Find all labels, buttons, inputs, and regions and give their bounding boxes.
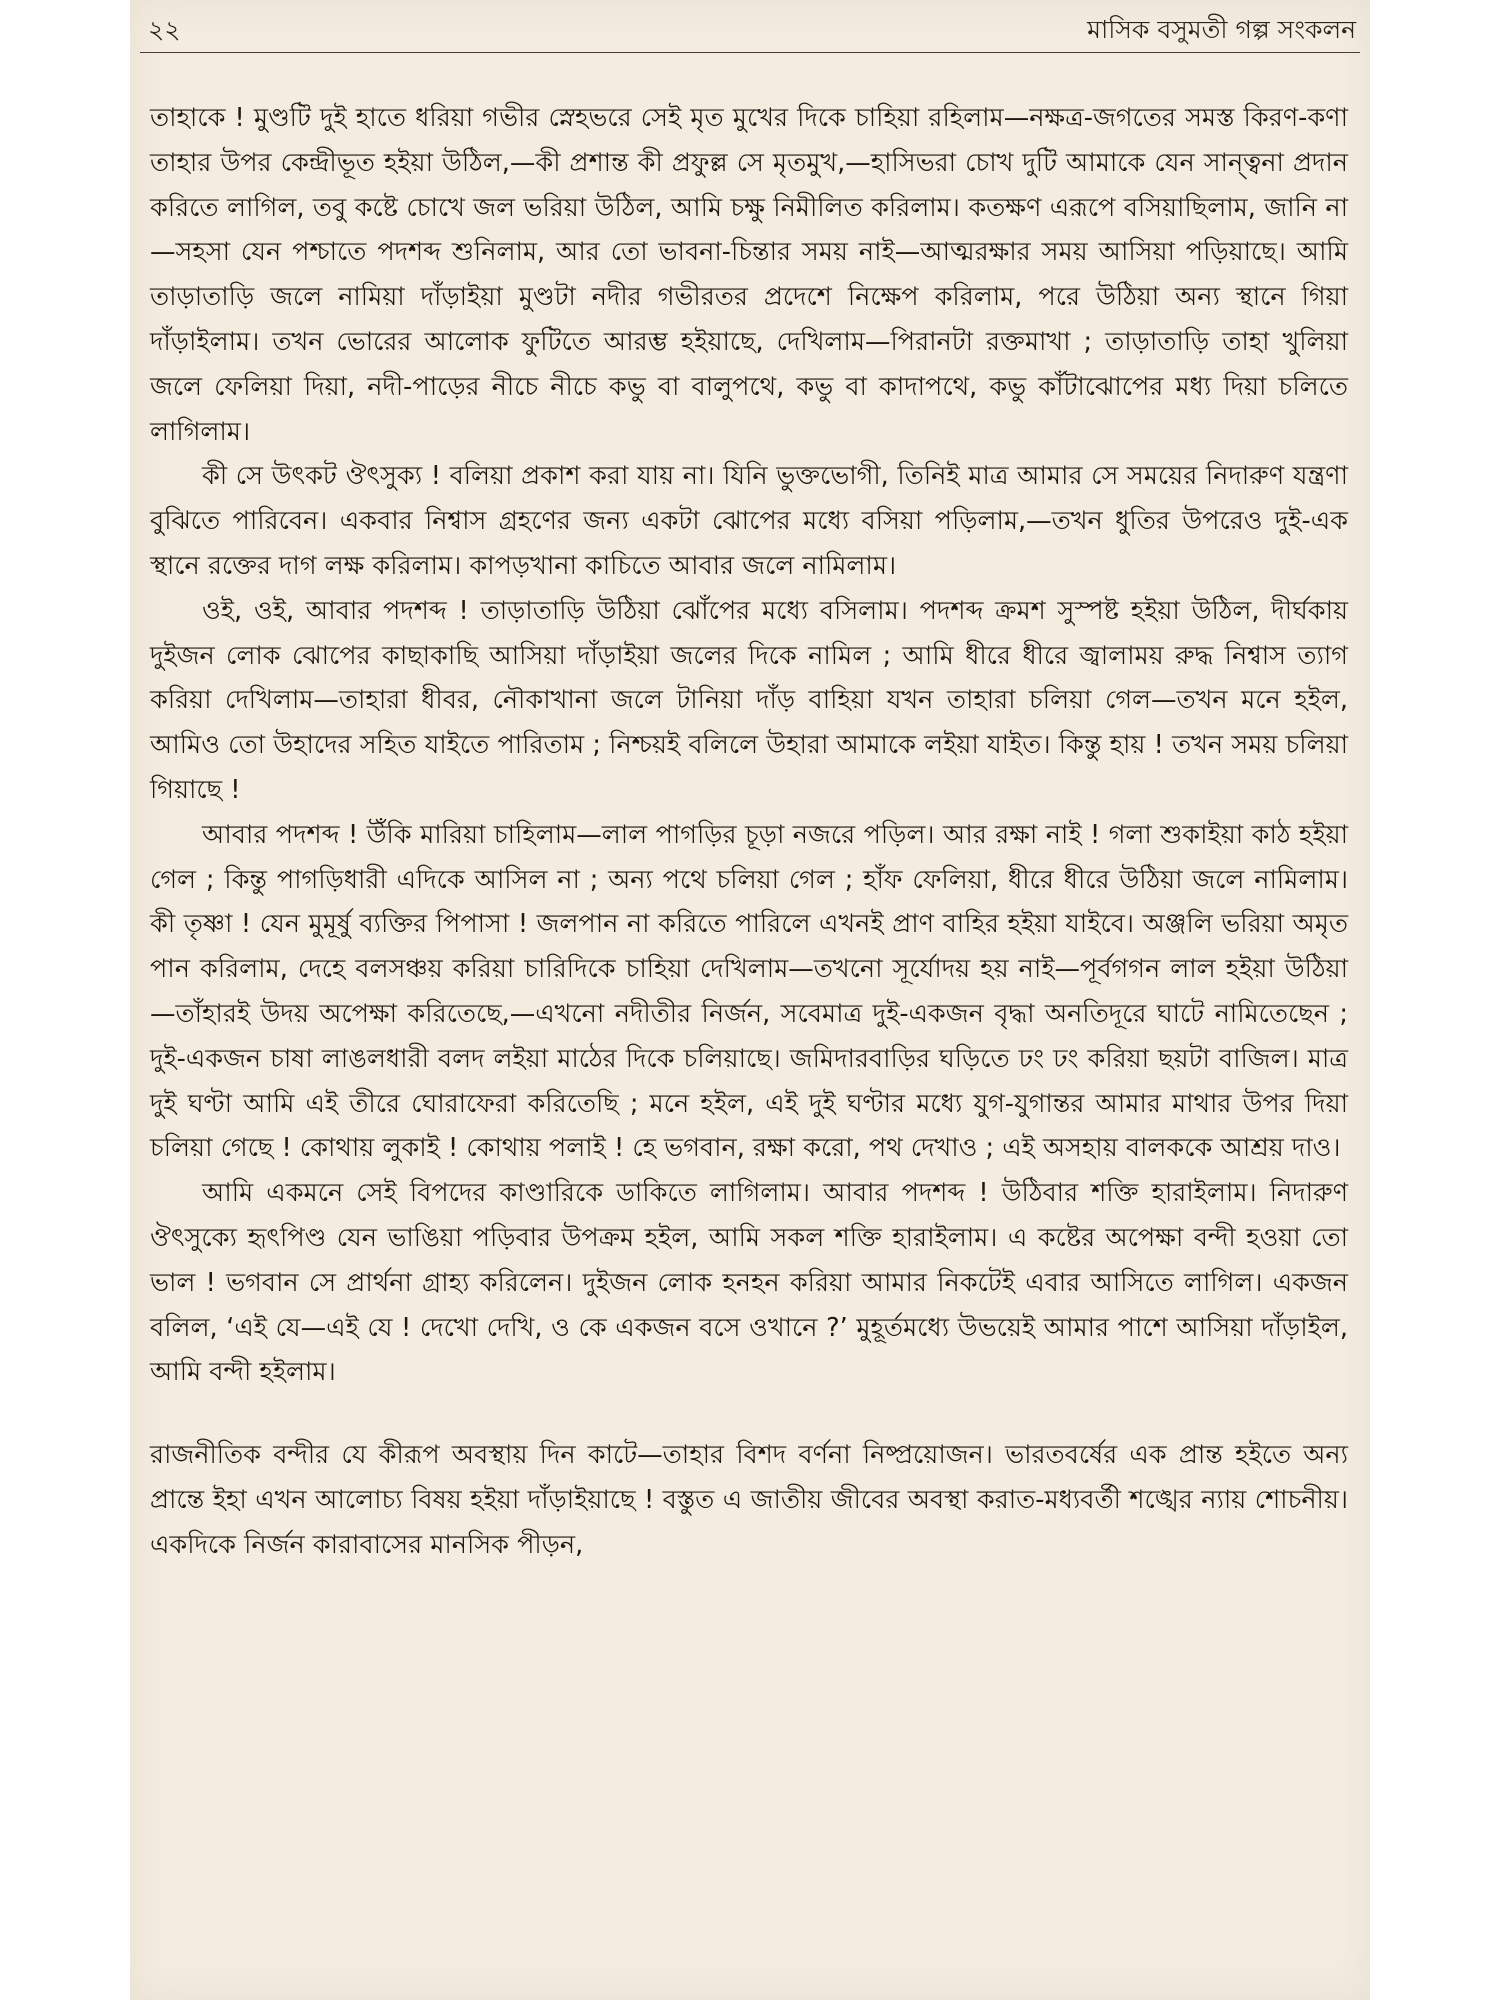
book-page [130, 0, 1370, 2000]
running-title: মাসিক বসুমতী গল্প সংকলন [1087, 15, 1356, 44]
paragraph: ওই, ওই, আবার পদশব্দ ! তাড়াতাড়ি উঠিয়া ঝোঁপের মধ্যে বসিলাম। পদশব্দ ক্রমশ সুস্পষ্ট হইয়া উঠিল, দীর্ঘকায় দুইজন লোক ঝোপের কাছাকাছি আসিয়া দাঁড়াইয়া জলের দিকে নামিল ; আমি ধীরে ধীরে জ্বালাময় রুদ্ধ নিশ্বাস ত্যাগ করিয়া দেখিলাম—তাহারা ধীবর, নৌকাখানা জলে টানিয়া দাঁড় বাহিয়া যখন তাহারা চলিয়া গেল—তখন মনে হইল, আমিও তো উহাদের সহিত যাইতে পারিতাম ; নিশ্চয়ই বলিলে উহারা আমাকে লইয়া যাইত। কিন্তু হায় ! তখন সময় চলিয়া গিয়াছে ! [150, 595, 1348, 805]
page-number: ২২ [148, 15, 181, 44]
paragraph: আমি একমনে সেই বিপদের কাণ্ডারিকে ডাকিতে লাগিলাম। আবার পদশব্দ ! উঠিবার শক্তি হারাইলাম। নিদারুণ ঔৎসুক্যে হৃৎপিণ্ড যেন ভাঙিয়া পড়িবার উপক্রম হইল, আমি সকল শক্তি হারাইলাম। এ কষ্টের অপেক্ষা বন্দী হওয়া তো ভাল ! ভগবান সে প্রার্থনা গ্রাহ্য করিলেন। দুইজন লোক হনহন করিয়া আমার নিকটেই এবার আসিতে লাগিল। একজন বলিল, ‘এই যে—এই যে ! দেখো দেখি, ও কে একজন বসে ওখানে ?’ মুহূর্তমধ্যে উভয়েই আমার পাশে আসিয়া দাঁড়াইল, আমি বন্দী হইলাম। [150, 1178, 1348, 1388]
page-header [148, 10, 1356, 46]
paragraph: রাজনীতিক বন্দীর যে কীরূপ অবস্থায় দিন কাটে—তাহার বিশদ বর্ণনা নিষ্প্রয়োজন। ভারতবর্ষের এক প্রান্ত হইতে অন্য প্রান্তে ইহা এখন আলোচ্য বিষয় হইয়া দাঁড়াইয়াছে ! বস্তুত এ জাতীয় জীবের অবস্থা করাত-মধ্যবর্তী শঙ্খের ন্যায় শোচনীয়। একদিকে নির্জন কারাবাসের মানসিক পীড়ন, [150, 1440, 1348, 1560]
paragraph: আবার পদশব্দ ! উঁকি মারিয়া চাহিলাম—লাল পাগড়ির চূড়া নজরে পড়িল। আর রক্ষা নাই ! গলা শুকাইয়া কাঠ হইয়া গেল ; কিন্তু পাগড়িধারী এদিকে আসিল না ; অন্য পথে চলিয়া গেল ; হাঁফ ফেলিয়া, ধীরে ধীরে উঠিয়া জলে নামিলাম। কী তৃষ্ণা ! যেন মুমূর্ষু ব্যক্তির পিপাসা ! জলপান না করিতে পারিলে এখনই প্রাণ বাহির হইয়া যাইবে। অঞ্জলি ভরিয়া অমৃত পান করিলাম, দেহে বলসঞ্চয় করিয়া চারিদিকে চাহিয়া দেখিলাম—তখনো সূর্যোদয় হয় নাই—পূর্বগগন লাল হইয়া উঠিয়া—তাঁহারই উদয় অপেক্ষা করিতেছে,—এখনো নদীতীর নির্জন, সবেমাত্র দুই-একজন বৃদ্ধা অনতিদূরে ঘাটে নামিতেছেন ; দুই-একজন চাষা লাঙলধারী বলদ লইয়া মাঠের দিকে চলিয়াছে। জমিদারবাড়ির ঘড়িতে ঢং ঢং করিয়া ছয়টা বাজিল। মাত্র দুই ঘণ্টা আমি এই তীরে ঘোরাফেরা করিতেছি ; মনে হইল, এই দুই ঘণ্টার মধ্যে যুগ-যুগান্তর আমার মাথার উপর দিয়া চলিয়া গেছে ! কোথায় লুকাই ! কোথায় পলাই ! হে ভগবান, রক্ষা করো, পথ দেখাও ; এই অসহায় বালককে আশ্রয় দাও। [150, 819, 1348, 1164]
paragraph: কী সে উৎকট ঔৎসুক্য ! বলিয়া প্রকাশ করা যায় না। যিনি ভুক্তভোগী, তিনিই মাত্র আমার সে সময়ের নিদারুণ যন্ত্রণা বুঝিতে পারিবেন। একবার নিশ্বাস গ্রহণের জন্য একটা ঝোপের মধ্যে বসিয়া পড়িলাম,—তখন ধুতির উপরেও দুই-এক স্থানে রক্তের দাগ লক্ষ করিলাম। কাপড়খানা কাচিতে আবার জলে নামিলাম। [150, 461, 1348, 581]
header-rule [140, 52, 1360, 53]
body-text [150, 96, 1348, 1568]
paragraph: তাহাকে ! মুণ্ডটি দুই হাতে ধরিয়া গভীর স্নেহভরে সেই মৃত মুখের দিকে চাহিয়া রহিলাম—নক্ষত্র-জগতের সমস্ত কিরণ-কণা তাহার উপর কেন্দ্রীভূত হইয়া উঠিল,—কী প্রশান্ত কী প্রফুল্ল সে মৃতমুখ,—হাসিভরা চোখ দুটি আমাকে যেন সান্ত্বনা প্রদান করিতে লাগিল, তবু কষ্টে চোখে জল ভরিয়া উঠিল, আমি চক্ষু নিমীলিত করিলাম। কতক্ষণ এরূপে বসিয়াছিলাম, জানি না—সহসা যেন পশ্চাতে পদশব্দ শুনিলাম, আর তো ভাবনা-চিন্তার সময় নাই—আত্মরক্ষার সময় আসিয়া পড়িয়াছে। আমি তাড়াতাড়ি জলে নামিয়া দাঁড়াইয়া মুণ্ডটা নদীর গভীরতর প্রদেশে নিক্ষেপ করিলাম, পরে উঠিয়া অন্য স্থানে গিয়া দাঁড়াইলাম। তখন ভোরের আলোক ফুটিতে আরম্ভ হইয়াছে, দেখিলাম—পিরানটা রক্তমাখা ; তাড়াতাড়ি তাহা খুলিয়া জলে ফেলিয়া দিয়া, নদী-পাড়ের নীচে নীচে কভু বা বালুপথে, কভু বা কাদাপথে, কভু কাঁটাঝোপের মধ্য দিয়া চলিতে লাগিলাম। [150, 103, 1348, 447]
